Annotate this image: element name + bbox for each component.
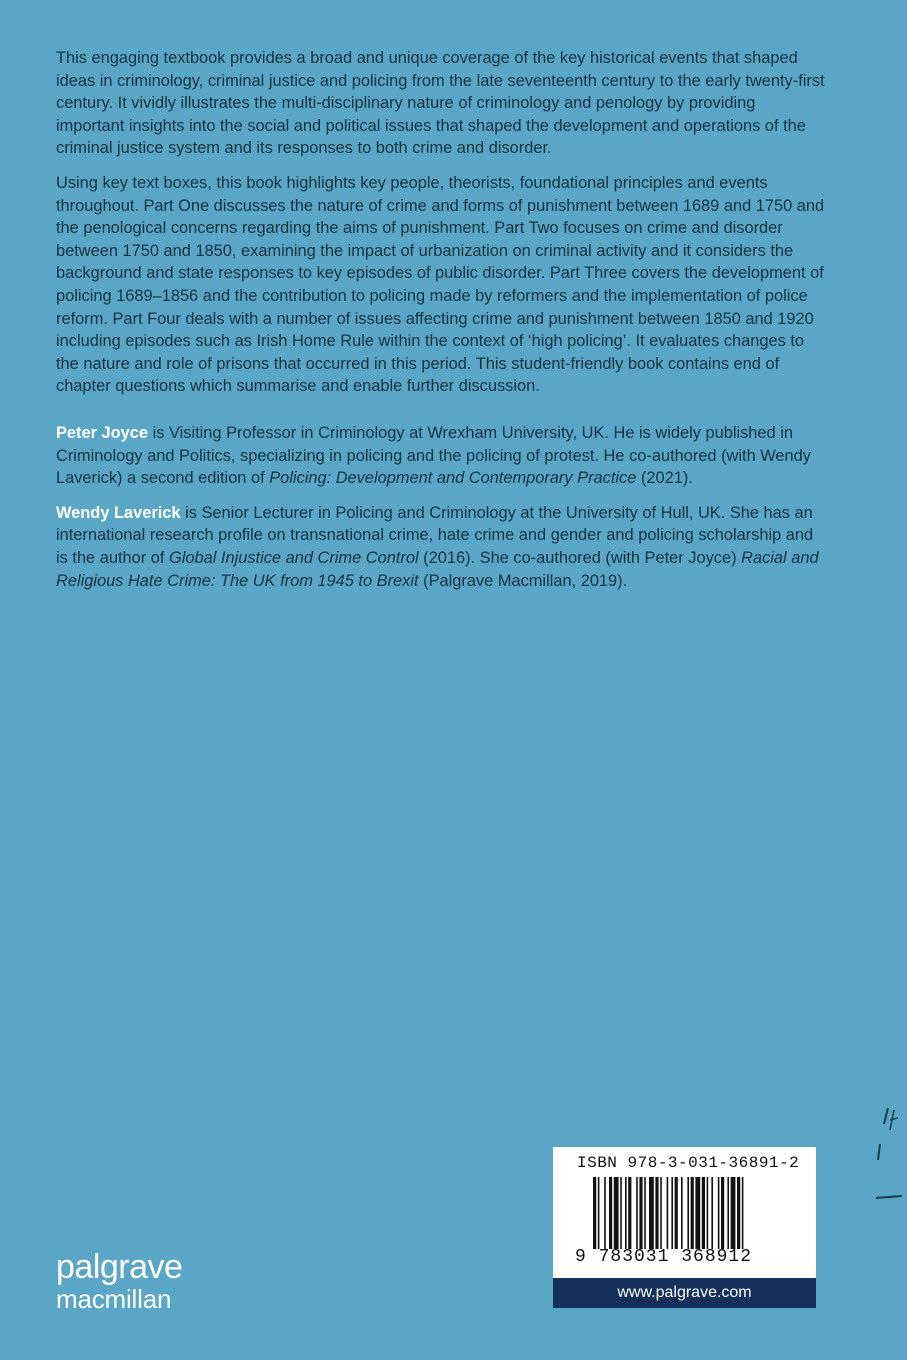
bio-wendy-laverick (56, 502, 826, 592)
barcode-bar (649, 1177, 654, 1249)
publisher-website: www.palgrave.com (553, 1278, 816, 1308)
bio-text: is Senior Lecturer in Policing and Criminology at the University of Hull, UK. She has an international research profile on transnational crime, hate crime and gender and policing scholarship and is the author of (56, 503, 814, 567)
barcode-bar (742, 1177, 744, 1249)
barcode-bar (727, 1177, 729, 1249)
bio-text: is Visiting Professor in Criminology at Wrexham University, UK. He is widely published in Criminology and Politics, specializing in policing and the policing of protest. He co-authored (with Wendy Laverick) a second edition of (56, 424, 811, 488)
barcode-bar (731, 1177, 736, 1249)
barcode-bar (702, 1177, 705, 1249)
barcode-digits: 9 783031 368912 (575, 1247, 753, 1267)
barcode-bar (707, 1177, 709, 1249)
barcode-bar (625, 1177, 627, 1249)
isbn-label: ISBN 978-3-031-36891-2 (577, 1154, 800, 1172)
barcode-bar (604, 1177, 606, 1249)
pencil-marks (868, 1090, 904, 1210)
barcode-bar (695, 1177, 700, 1249)
barcode-bar (620, 1177, 622, 1249)
barcode-bar (660, 1177, 662, 1249)
logo-line-macmillan: macmillan (56, 1284, 172, 1314)
author-name: Peter Joyce (56, 424, 149, 442)
blurb-paragraph-2: Using key text boxes, this book highlights key people, theorists, foundational principles and events throughout. Part One discusses the nature of crime and forms of punishment between 1689 and 1750 and the penological concerns regarding the aims of punishment. Part Two focuses on crime and disorder between 1750 and 1850, examining the impact of urbanization on criminal activity and it considers the background and state responses to key episodes of public disorder. Part Three covers the development of policing 1689–1856 and the contribution to policing made by reformers and the implementation of police reform. Part Four deals with a number of issues affecting crime and punishment between 1850 and 1920 including episodes such as Irish Home Rule within the context of ‘high policing’. It evaluates changes to the nature and role of prisons that occurred in this period. This student-friendly book contains end of chapter questions which summarise and enable further discussion. (56, 173, 825, 396)
bio-text: (2021). (636, 469, 693, 488)
bio-peter-joyce (56, 422, 826, 490)
bio-text: (2016). She co-authored (with Peter Joyce) (418, 548, 742, 567)
barcode-bar (628, 1177, 631, 1249)
barcode-bar (614, 1177, 619, 1249)
bio-text: (Palgrave Macmillan, 2019). (418, 571, 628, 590)
barcode-bar (687, 1177, 689, 1249)
barcode-bar (667, 1177, 669, 1249)
barcode-bar (737, 1177, 740, 1249)
barcode-bar (675, 1177, 678, 1249)
barcode-box (553, 1147, 816, 1278)
barcode-bar (598, 1177, 600, 1249)
blurb (56, 47, 826, 410)
publisher-logo (56, 1250, 182, 1314)
barcode-bar (655, 1177, 658, 1249)
barcode-bars (593, 1177, 793, 1249)
barcode-bar (644, 1177, 646, 1249)
barcode-bar (671, 1177, 673, 1249)
author-name: Wendy Laverick (56, 503, 181, 522)
barcode-bar (711, 1177, 713, 1249)
blurb-paragraph-1: This engaging textbook provides a broad and unique coverage of the key historical events that shaped ideas in criminology, criminal justice and policing from the late seventeenth century to the early twenty-first century. It vividly illustrates the multi-disciplinary nature of criminology and penology by providing important insights into the social and political issues that shaped the development and operations of the criminal justice system and its responses to both crime and disorder. (56, 49, 825, 158)
book-title: Policing: Development and Contemporary Practice (269, 469, 637, 488)
barcode-bar (609, 1177, 612, 1249)
logo-line-palgrave: palgrave (56, 1248, 183, 1286)
barcode-bar (691, 1177, 694, 1249)
book-title: Global Injustice and Crime Control (168, 548, 419, 567)
barcode-bar (681, 1177, 683, 1249)
barcode-bar (593, 1177, 596, 1249)
barcode-bar (636, 1177, 638, 1249)
barcode-bar (721, 1177, 724, 1249)
barcode-bar (718, 1177, 720, 1249)
book-title: Racial and Religious Hate Crime: The UK from 1945 to Brexit (56, 548, 819, 590)
author-bios (56, 422, 826, 604)
barcode-bar (639, 1177, 642, 1249)
